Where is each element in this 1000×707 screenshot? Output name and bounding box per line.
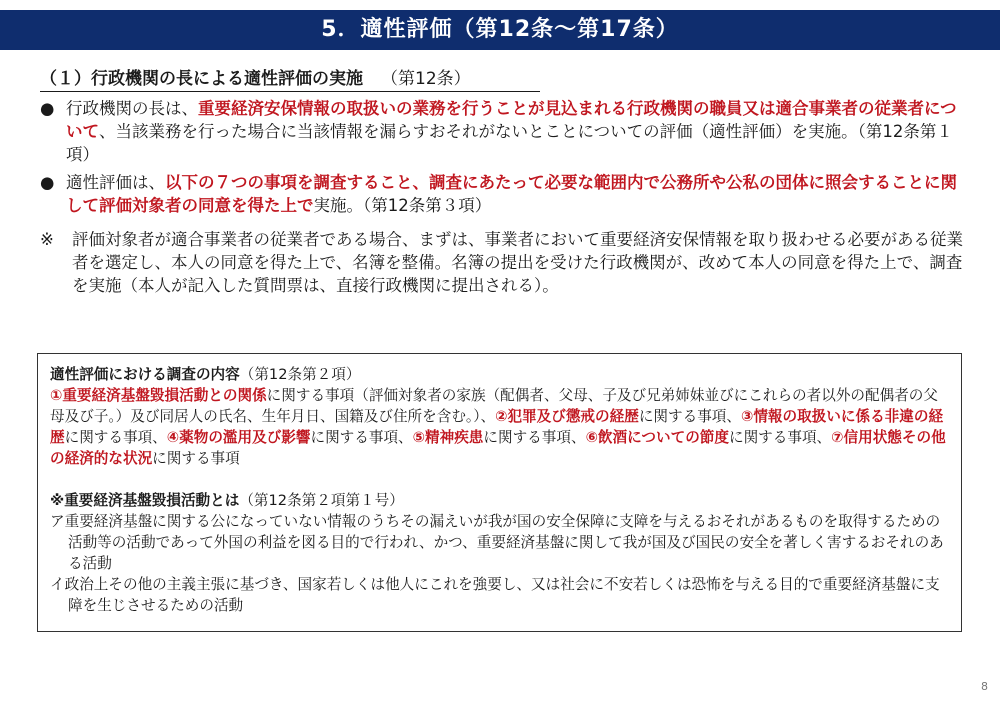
section-heading (40, 64, 540, 92)
box-part-6: に関する事項、 (64, 429, 167, 446)
bullet-2-marker: ● (40, 173, 55, 192)
box-part-4: に関する事項、 (638, 408, 741, 425)
definition-item-a-text: 重要経済基盤に関する公になっていない情報のうちその漏えいが我が国の安全保障に支障を与えるおそれがあるものを取得するための活動等の活動であって外国の利益を図る目的で行われ、かつ、重要経済基盤に関して我が国及び国民の安全を著しく害するおそれのある活動 (64, 513, 944, 572)
definition-item-i-text: 政治上その他の主義主張に基づき、国家若しくは他人にこれを強要し、又は社会に不安若しくは恐怖を与える目的で重要経済基盤に支障を生じさせるための活動 (64, 576, 940, 614)
definition-heading (50, 490, 949, 511)
bullet-2-part-1: 適性評価は、 (66, 173, 165, 192)
bullet-1-text (66, 97, 970, 166)
note (40, 228, 970, 297)
bullet-1-part-3: 、当該業務を行った場合に当該情報を漏らすおそれがないとことについての評価（適性評価）を実施。（第12条第１項） (66, 122, 953, 164)
page-number: 8 (981, 680, 988, 693)
box-part-5: ③情報の取扱いに係る非違の経歴 (50, 408, 944, 446)
investigation-box (37, 353, 962, 632)
box-part-14: に関する事項 (152, 450, 240, 467)
box-part-2: に関する事項（評価対象者の家族（配偶者、父母、子及び兄弟姉妹並びにこれらの者以外の配偶者の父母及び子。）及び同居人の氏名、生年月日、国籍及び住所を含む。）、 (50, 387, 938, 425)
bullet-2 (40, 171, 970, 217)
box-items-text (50, 385, 949, 469)
box-part-7: ④薬物の濫用及び影響 (166, 429, 311, 446)
bullet-2-text (66, 171, 970, 217)
bullet-2-part-2: 以下の７つの事項を調査すること、調査にあたって必要な範囲内で公務所や公私の団体に照会することに関して評価対象者の同意を得た上で (66, 173, 957, 215)
definition-item-a (50, 511, 949, 574)
box-part-11: ⑥飲酒についての節度 (585, 429, 729, 446)
box-part-8: に関する事項、 (310, 429, 413, 446)
box-part-1: ①重要経済基盤毀損活動との関係 (50, 387, 267, 404)
bullet-2-part-3: 実施。（第12条第３項） (313, 196, 492, 215)
bullet-1-part-2: 重要経済安保情報の取扱いの業務を行うことが見込まれる行政機関の職員又は適合事業者の従業者について (66, 99, 957, 141)
box-heading-ref: （第12条第２項） (239, 366, 361, 383)
note-marker: ※ (40, 230, 54, 249)
definition-heading-text: ※重要経済基盤毀損活動とは (50, 492, 240, 509)
box-part-9: ⑤精神疾患 (412, 429, 484, 446)
section-article-ref: （第12条） (381, 69, 471, 89)
box-heading (50, 364, 949, 385)
definition-heading-ref: （第12条第２項第１号） (239, 492, 404, 509)
section-heading-text: （１）行政機関の長による適性評価の実施 (40, 69, 363, 89)
bullet-1-part-1: 行政機関の長は、 (66, 99, 198, 118)
box-part-12: に関する事項、 (728, 429, 832, 446)
definition-item-a-label: ア (50, 513, 65, 530)
box-part-3: ②犯罪及び懲戒の経歴 (495, 408, 639, 425)
page-title: 5．適性評価（第12条～第17条） (0, 10, 1000, 50)
bullet-1-marker: ● (40, 99, 55, 118)
box-part-10: に関する事項、 (483, 429, 586, 446)
note-text: 評価対象者が適合事業者の従業者である場合、まずは、事業者において重要経済安保情報を取り扱わせる必要がある従業者を選定し、本人の同意を得た上で、名簿を整備。名簿の提出を受けた行政機関が、改めて本人の同意を得た上で、調査を実施（本人が記入した質問票は、直接行政機関に提出される）。 (72, 230, 963, 295)
definition-item-i-label: イ (50, 576, 65, 593)
definition-item-i (50, 574, 949, 616)
bullet-1 (40, 97, 970, 166)
box-heading-text: 適性評価における調査の内容 (50, 366, 240, 383)
box-part-13: ⑦信用状態その他の経済的な状況 (50, 429, 946, 467)
